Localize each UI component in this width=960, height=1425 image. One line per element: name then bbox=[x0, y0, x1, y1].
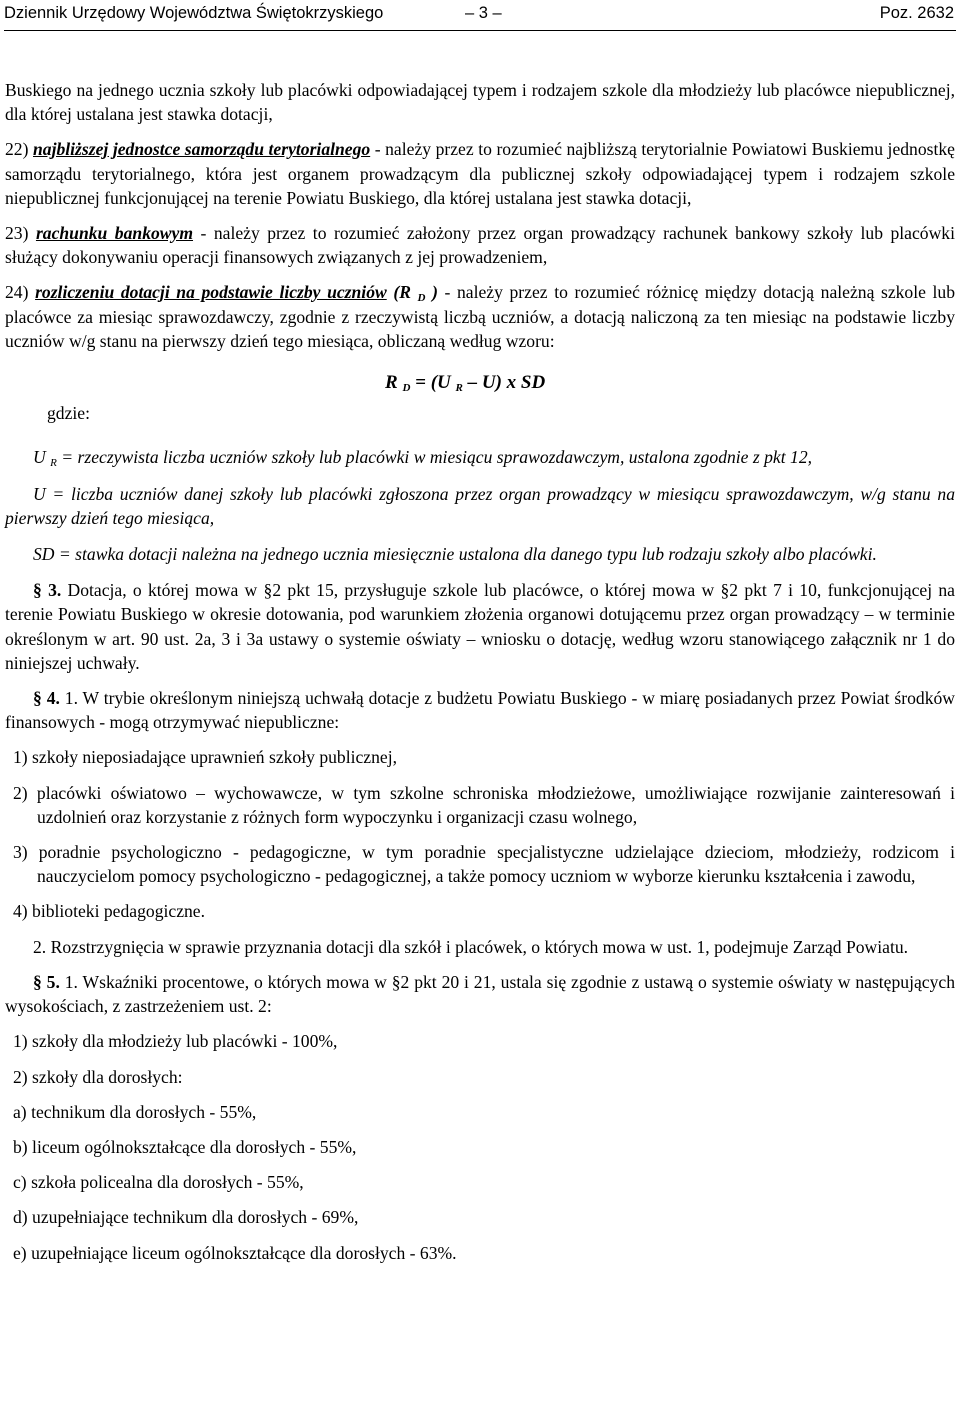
formula-where-label: gdzie: bbox=[47, 403, 90, 424]
document-body bbox=[5, 78, 955, 1276]
definition-22 bbox=[5, 137, 955, 210]
definition-number: 22) bbox=[5, 139, 33, 160]
definition-text: - należy przez to rozumieć różnicę między dotacją należną szkole lub placówce za miesiąc sprawozdawczy, zgodnie z rzeczywistą liczbą uczniów, a dotacją naliczoną za ten miesiąc na podstawie liczby uczniów w/g stanu na pierwszy dzień tego miesiąca, obliczaną według wzoru: bbox=[5, 282, 956, 351]
paragraph-continuation: Buskiego na jednego ucznia szkoły lub placówki odpowiadającej typem i rodzajem szkole dla młodzieży lub placówce niepublicznej, dla której ustalana jest stawka dotacji, bbox=[5, 80, 955, 125]
journal-title: Dziennik Urzędowy Województwa Świętokrzyskiego bbox=[4, 4, 384, 22]
page-header bbox=[4, 4, 956, 28]
variable-definition-sd: SD = stawka dotacji należna na jednego ucznia miesięcznie ustalona dla danego typu lub rodzaju szkoły albo placówki. bbox=[33, 544, 877, 565]
section-5 bbox=[5, 970, 955, 1018]
definition-24 bbox=[5, 280, 955, 353]
list-item: 4) biblioteki pedagogiczne. bbox=[13, 901, 206, 922]
list-item: e) uzupełniające liceum ogólnokształcące dla dorosłych - 63%. bbox=[13, 1242, 457, 1263]
formula: R $_D$ = (U $_R$ – U) x SD bbox=[385, 372, 546, 395]
section-number: § 5. bbox=[33, 971, 60, 992]
list-item: a) technikum dla dorosłych - 55%, bbox=[13, 1101, 257, 1122]
definition-symbol: (R $_D$ ) bbox=[386, 282, 438, 305]
section-text: 1. W trybie określonym niniejszą uchwałą dotacje z budżetu Powiatu Buskiego - w miarę posiadanych przez Powiat środków finansowych - mogą otrzymywać niepubliczne: bbox=[5, 688, 955, 733]
definition-term: rachunku bankowym bbox=[35, 223, 194, 244]
list-item: c) szkoła policealna dla dorosłych - 55%, bbox=[13, 1172, 304, 1193]
list-item: b) liceum ogólnokształcące dla dorosłych - 55%, bbox=[13, 1136, 357, 1157]
position-number: Poz. 2632 bbox=[879, 4, 954, 22]
definition-term: najbliższej jednostce samorządu terytorialnego bbox=[33, 139, 371, 160]
section-text: Dotacja, o której mowa w §2 pkt 15, przysługuje szkole lub placówce, o której mowa w §2 pkt 7 i 10, funkcjonującej na terenie Powiatu Buskiego w okresie dotowania, pod warunkiem złożenia organowi dotującemu przez organ prowadzący – w terminie określonym w art. 90 ust. 2a, 3 i 3a ustawy o systemie oświaty – wniosku o dotację, według wzoru stanowiącego załącznik nr 1 do niniejszej uchwały. bbox=[5, 580, 955, 673]
definition-term: rozliczeniu dotacji na podstawie liczby uczniów bbox=[35, 282, 387, 303]
variable-definition-ur: U $_R$ = rzeczywista liczba uczniów szkoły lub placówki w miesiącu sprawozdawczym, ustalona zgodnie z pkt 12, bbox=[33, 447, 813, 470]
section-text: 1. Wskaźniki procentowe, o których mowa w §2 pkt 20 i 21, ustala się zgodnie z ustawą o systemie oświaty w następujących wysokościach, z zastrzeżeniem ust. 2: bbox=[5, 971, 955, 1017]
section-4 bbox=[5, 686, 955, 734]
list-item: 1) szkoły dla młodzieży lub placówki - 100%, bbox=[13, 1031, 338, 1052]
definition-text: - należy przez to rozumieć założony przez organ prowadzący rachunek bankowy szkoły lub placówki służący dokonywaniu operacji finansowych związanych z jej prowadzeniem, bbox=[5, 223, 955, 268]
variable-definition-u: U = liczba uczniów danej szkoły lub placówki zgłoszona przez organ prowadzący w miesiącu sprawozdawczym, w/g stanu na pierwszy dzień tego miesiąca, bbox=[5, 483, 955, 528]
page-number: – 3 – bbox=[465, 4, 502, 22]
definition-text: - należy przez to rozumieć najbliższą terytorialnie Powiatowi Buskiemu jednostkę samorządu terytorialnego, która jest organem prowadzącym dla publicznej szkoły odpowiadającej typem i rodzajem szkole niepublicznej funkcjonującej na terenie Powiatu Buskiego, dla której ustalana jest stawka dotacji, bbox=[5, 139, 955, 208]
list-item: 2) szkoły dla dorosłych: bbox=[13, 1066, 183, 1087]
section-number: § 4. bbox=[33, 688, 60, 709]
list-item: 3) poradnie psychologiczno - pedagogiczne, w tym poradnie specjalistyczne udzielające dzieciom, młodzieży, rodzicom i nauczycielom pomocy psychologiczno - pedagogicznej, a także pomocy uczniom w wyborze kierunku kształcenia i zawodu, bbox=[13, 842, 955, 887]
section-3 bbox=[5, 578, 955, 675]
section-number: § 3. bbox=[33, 580, 62, 601]
definition-number: 24) bbox=[5, 282, 36, 303]
list-item: 1) szkoły nieposiadające uprawnień szkoły publicznej, bbox=[13, 747, 398, 768]
list-item: 2) placówki oświatowo – wychowawcze, w tym szkolne schroniska młodzieżowe, umożliwiające rozwijanie zainteresowań i uzdolnień oraz korzystanie z różnych form wypoczynku i organizacji czasu wolnego, bbox=[13, 782, 955, 827]
definition-number: 23) bbox=[5, 223, 36, 244]
list-item: d) uzupełniające technikum dla dorosłych - 69%, bbox=[13, 1207, 359, 1228]
header-rule bbox=[4, 30, 956, 31]
definition-23 bbox=[5, 221, 955, 269]
section-4-paragraph-2: 2. Rozstrzygnięcia w sprawie przyznania dotacji dla szkół i placówek, o których mowa w ust. 1, podejmuje Zarząd Powiatu. bbox=[33, 936, 909, 957]
